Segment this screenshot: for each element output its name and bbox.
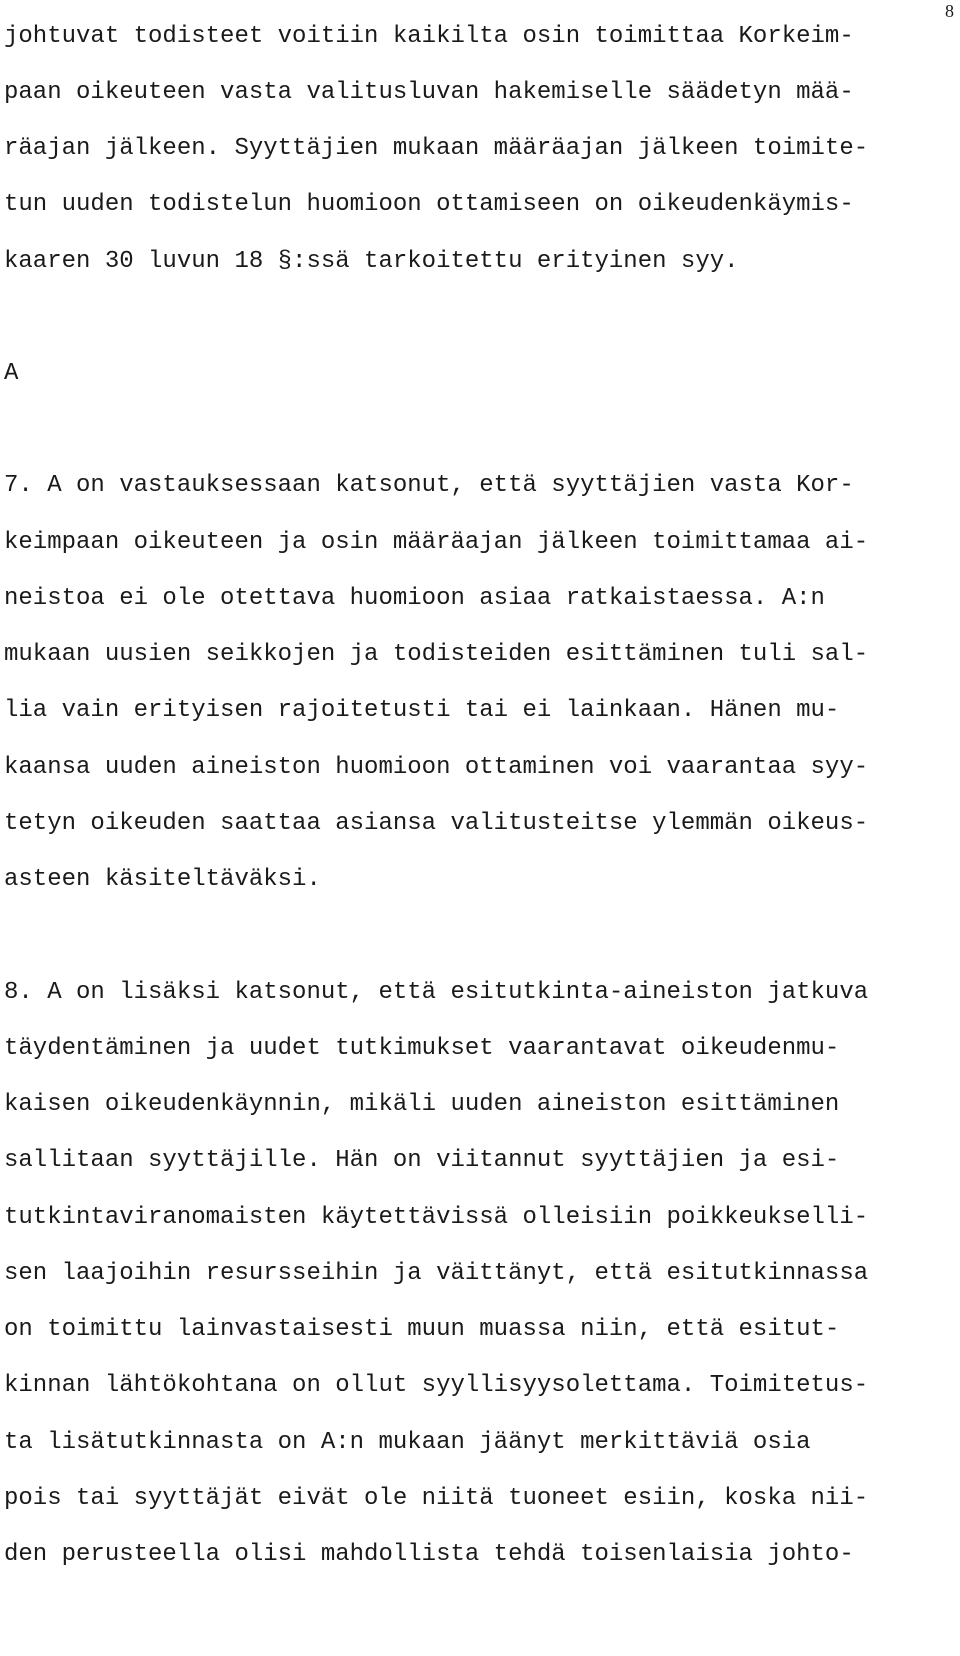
paragraph-8-line: 8. A on lisäksi katsonut, että esitutkinta-aineiston jatkuva — [4, 979, 869, 1006]
paragraph-8-line: sallitaan syyttäjille. Hän on viitannut syyttäjien ja esi- — [4, 1147, 840, 1174]
paragraph-8-line: tutkintaviranomaisten käytettävissä olleisiin poikkeukselli- — [4, 1204, 869, 1231]
paragraph-7-line: neistoa ei ole otettava huomioon asiaa ratkaistaessa. A:n — [4, 585, 825, 612]
paragraph-continuation-line: räajan jälkeen. Syyttäjien mukaan määräajan jälkeen toimite- — [4, 135, 869, 162]
paragraph-8-line: den perusteella olisi mahdollista tehdä toisenlaisia johto- — [4, 1541, 854, 1568]
paragraph-continuation-line: paan oikeuteen vasta valitusluvan hakemiselle säädetyn mää- — [4, 79, 854, 106]
paragraph-8-line: pois tai syyttäjät eivät ole niitä tuoneet esiin, koska nii- — [4, 1485, 869, 1512]
paragraph-8-line: kinnan lähtökohtana on ollut syyllisyysolettama. Toimitetus- — [4, 1372, 869, 1399]
paragraph-8-line: kaisen oikeudenkäynnin, mikäli uuden aineiston esittäminen — [4, 1091, 840, 1118]
paragraph-8-line: sen laajoihin resursseihin ja väittänyt, että esitutkinnassa — [4, 1260, 869, 1287]
paragraph-7-line: mukaan uusien seikkojen ja todisteiden esittäminen tuli sal- — [4, 641, 869, 668]
paragraph-continuation-line: kaaren 30 luvun 18 §:ssä tarkoitettu erityinen syy. — [4, 248, 739, 275]
paragraph-continuation-line: johtuvat todisteet voitiin kaikilta osin toimittaa Korkeim- — [4, 23, 854, 50]
section-heading: A — [4, 360, 19, 387]
paragraph-7-line: kaansa uuden aineiston huomioon ottaminen voi vaarantaa syy- — [4, 754, 869, 781]
paragraph-7-line: lia vain erityisen rajoitetusti tai ei lainkaan. Hänen mu- — [4, 697, 840, 724]
paragraph-8-line: on toimittu lainvastaisesti muun muassa niin, että esitut- — [4, 1316, 840, 1343]
paragraph-7-line: keimpaan oikeuteen ja osin määräajan jälkeen toimittamaa ai- — [4, 529, 869, 556]
paragraph-8-line: ta lisätutkinnasta on A:n mukaan jäänyt merkittäviä osia — [4, 1429, 811, 1456]
paragraph-7-line: asteen käsiteltäväksi. — [4, 866, 321, 893]
paragraph-7-line: 7. A on vastauksessaan katsonut, että syyttäjien vasta Kor- — [4, 472, 854, 499]
paragraph-continuation-line: tun uuden todistelun huomioon ottamiseen on oikeudenkäymis- — [4, 191, 854, 218]
paragraph-7-line: tetyn oikeuden saattaa asiansa valitusteitse ylemmän oikeus- — [4, 810, 869, 837]
page-number: 8 — [945, 1, 954, 21]
paragraph-8-line: täydentäminen ja uudet tutkimukset vaarantavat oikeudenmu- — [4, 1035, 840, 1062]
